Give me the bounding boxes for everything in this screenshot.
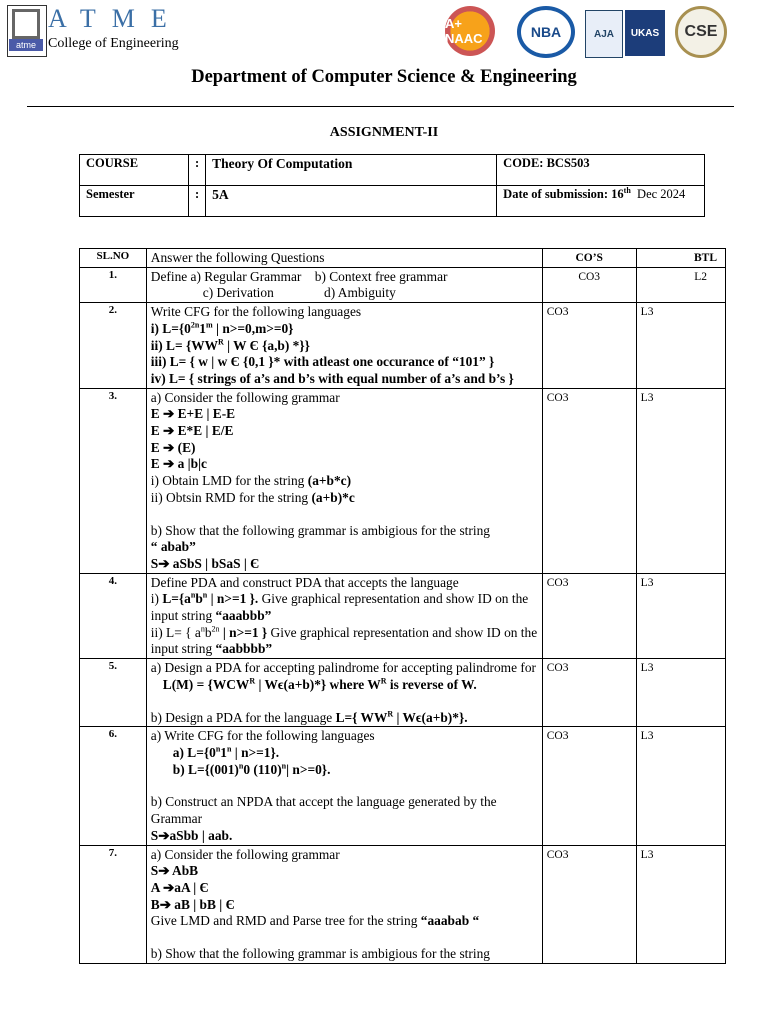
q6-b-post: | n>=0}. (286, 761, 331, 777)
q6-a-sup2: n (226, 744, 232, 754)
date-rest: Dec 2024 (637, 187, 686, 201)
q6-b-intro: b) Construct an NPDA that accept the language generated by the Grammar (150, 794, 497, 827)
q2-iv: iv) L= { strings of a’s and b’s with equal number of a’s and b’s } (150, 370, 514, 386)
date-label: Date of submission: 16 (503, 187, 624, 201)
q6-b (151, 762, 538, 779)
btl-value: L2 (636, 267, 725, 302)
grammar-line: A ➔aA | Є (150, 879, 209, 895)
q4-ii-rest: Give graphical representation and show ID on the input string (150, 624, 538, 657)
q3-b-intro: b) Show that the following grammar is ambigious for the string (150, 522, 490, 538)
questions-table (79, 248, 726, 964)
q5-b (151, 710, 538, 727)
logo-tag: atme (9, 39, 43, 51)
course-row (80, 155, 705, 186)
department-title: Department of Computer Science & Engineering (191, 67, 577, 87)
q2-i-sup2: m (206, 320, 213, 330)
table-row (80, 267, 726, 302)
q5-b-l2: | Wϵ(a+b)*}. (393, 709, 468, 725)
question-text (146, 727, 542, 845)
grammar-line: S➔aSbb | aab. (150, 827, 233, 843)
q6-b-sup2: n (281, 761, 287, 771)
q4-i-pre: i) (150, 591, 163, 607)
q7-b-intro: b) Show that the following grammar is ambigious for the string (150, 946, 490, 962)
q6-a-mid: 1 (220, 744, 227, 760)
cse-badge-icon: CSE (675, 6, 727, 58)
grammar-line: E ➔ E*E | E/E (150, 423, 234, 439)
q1-line (151, 285, 538, 302)
spacer (151, 930, 538, 946)
college-name: College of Engineering (48, 36, 179, 51)
sl-no: 3. (80, 388, 147, 573)
btl-header: BTL (636, 249, 725, 268)
q4-i-l3: | n>=1 }. (207, 591, 259, 607)
table-header-row (80, 249, 726, 268)
grammar-line: S➔ aSbS | bSaS | Є (150, 555, 260, 571)
q3-a-intro: a) Consider the following grammar (150, 389, 340, 405)
btl-value: L3 (636, 303, 725, 389)
q6-a-pre: a) L={0 (172, 744, 216, 760)
q5-lm-sup2: R (380, 676, 387, 686)
q4-i-l2: b (195, 591, 203, 607)
atme-title: ATME (48, 4, 183, 33)
question-text (146, 388, 542, 573)
sl-no: 6. (80, 727, 147, 845)
q3-rmd-pre: ii) Obtsin RMD for the string (150, 489, 312, 505)
co-value: CO3 (542, 573, 636, 659)
co-value: CO3 (542, 388, 636, 573)
course-info-table (79, 154, 705, 217)
q6-a-intro: a) Write CFG for the following languages (150, 728, 375, 744)
q6-a-sup1: n (215, 744, 221, 754)
naac-badge-icon: A+ NAAC (445, 6, 495, 56)
q2-ii-pre: ii) L= {WW (150, 337, 218, 353)
q2-ii (151, 338, 538, 355)
colon: : (189, 186, 206, 217)
q6-b-pre: b) L={(001) (172, 761, 239, 777)
grammar-line: E ➔ (E) (150, 439, 196, 455)
q1-item: Define a) Regular Grammar (150, 268, 302, 284)
question-text (146, 303, 542, 389)
course-code: CODE: BCS503 (497, 155, 705, 186)
co-value: CO3 (542, 659, 636, 727)
q4-ii-sup1: n (200, 624, 205, 634)
q2-i-pre: i) L={0 (150, 320, 191, 336)
submission-date (497, 186, 705, 217)
q3-lmd-str: (a+b*c) (307, 473, 352, 489)
q5-language (151, 677, 538, 694)
q1-item: c) Derivation (202, 285, 274, 301)
btl-value: L3 (636, 727, 725, 845)
grammar-line: E ➔ a |b|c (150, 456, 207, 472)
q5-b-sup: R (387, 709, 394, 719)
q5-b-l1: L={ WW (335, 709, 388, 725)
ukas-badge-icon: UKAS (625, 10, 665, 56)
q3-b-string: “ abab” (150, 539, 196, 555)
q1-line (151, 269, 538, 286)
q4-i-sup1: n (190, 590, 196, 600)
co-value: CO3 (542, 727, 636, 845)
q1-item: d) Ambiguity (324, 285, 396, 301)
q3-rmd-str: (a+b)*c (311, 489, 355, 505)
btl-value: L3 (636, 845, 725, 963)
q2-iii: iii) L= { w | w Є {0,1 }* with atleast one occurance of “101” } (150, 354, 495, 370)
q4-i-sup2: n (202, 590, 208, 600)
accreditation-badges (445, 6, 730, 58)
q4-ii-mid: b (204, 624, 212, 640)
q4-ii (151, 625, 538, 658)
letterhead (0, 0, 768, 64)
sl-no: 1. (80, 267, 147, 302)
q6-b-sup1: n (238, 761, 244, 771)
spacer (151, 778, 538, 794)
q4-ii-pre: ii) L= { a (150, 624, 201, 640)
sl-no: 7. (80, 845, 147, 963)
q5-b-pre: b) Design a PDA for the language (150, 709, 336, 725)
sl-no: 5. (80, 659, 147, 727)
question-text (146, 267, 542, 302)
grammar-line: B➔ aB | bB | Є (150, 896, 235, 912)
btl-value: L3 (636, 388, 725, 573)
q3-rmd (151, 490, 538, 507)
nba-badge-icon: NBA (517, 6, 575, 58)
divider (27, 106, 734, 107)
q6-a-post: | n>=1}. (231, 744, 280, 760)
q5-lm-sup: R (249, 676, 256, 686)
co-value: CO3 (542, 303, 636, 389)
colon: : (189, 155, 206, 186)
q2-intro: Write CFG for the following languages (150, 304, 362, 320)
q4-i-l1: L={a (162, 591, 191, 607)
q5-b-lang (336, 710, 468, 725)
aja-badge-icon: AJA (585, 10, 623, 58)
grammar-line: E ➔ E+E | E-E (150, 406, 236, 422)
q5-lm-post: is reverse of W. (386, 676, 477, 692)
q7-a-intro: a) Consider the following grammar (150, 846, 340, 862)
assignment-title: ASSIGNMENT-II (329, 125, 439, 140)
q2-i (151, 321, 538, 338)
table-row (80, 727, 726, 845)
question-text (146, 659, 542, 727)
logo-square-icon (12, 9, 40, 39)
sl-no: 2. (80, 303, 147, 389)
q6-b-mid: 0 (110) (243, 761, 282, 777)
spacer (151, 507, 538, 523)
q7-lmd-str: “aaabab “ (420, 913, 480, 929)
table-row (80, 845, 726, 963)
table-row (80, 303, 726, 389)
q5-lm-pre: L(M) = {WCW (162, 676, 250, 692)
q6-a (151, 745, 538, 762)
co-value: CO3 (542, 267, 636, 302)
q4-ii-str: “aabbbb” (215, 641, 273, 657)
semester-row (80, 186, 705, 217)
spacer (151, 694, 538, 710)
question-header: Answer the following Questions (146, 249, 542, 268)
q5-a-intro: a) Design a PDA for accepting palindrome for accepting palindrome for (150, 660, 536, 676)
q7-lmd-pre: Give LMD and RMD and Parse tree for the string (150, 913, 421, 929)
sl-no-header: SL.NO (80, 249, 147, 268)
semester-value: 5A (206, 186, 497, 217)
semester-label: Semester (80, 186, 189, 217)
q4-i-str: “aaabbb” (215, 608, 272, 624)
course-label: COURSE (80, 155, 189, 186)
q4-i (151, 591, 538, 624)
atme-logo (7, 5, 47, 57)
q4-ii-l3: | n>=1 } (219, 624, 268, 640)
co-header: CO’S (542, 249, 636, 268)
q4-ii-sup2: 2n (211, 624, 220, 634)
q7-lmd (151, 913, 538, 930)
date-sup: th (623, 185, 631, 195)
btl-value: L3 (636, 573, 725, 659)
q1-item: b) Context free grammar (314, 268, 448, 284)
q4-i-lang (162, 591, 258, 606)
q3-lmd (151, 473, 538, 490)
q2-i-sup1: 2n (190, 320, 200, 330)
co-value: CO3 (542, 845, 636, 963)
q3-lmd-pre: i) Obtain LMD for the string (150, 473, 308, 489)
q2-ii-sup: R (218, 337, 224, 347)
sl-no: 4. (80, 573, 147, 659)
btl-value: L3 (636, 659, 725, 727)
q2-i-post: | n>=0,m>=0} (212, 320, 294, 336)
q2-ii-post: | W Є {a,b) *}} (223, 337, 310, 353)
q4-intro: Define PDA and construct PDA that accepts the language (150, 574, 459, 590)
q2-i-mid: 1 (199, 320, 206, 336)
grammar-line: S➔ AbB (150, 863, 199, 879)
table-row (80, 659, 726, 727)
q5-lm-mid: | Wϵ(a+b)*} where W (255, 676, 381, 692)
course-value: Theory Of Computation (206, 155, 497, 186)
table-row (80, 388, 726, 573)
question-text (146, 845, 542, 963)
table-row (80, 573, 726, 659)
question-text (146, 573, 542, 659)
q4-i-rest: Give graphical representation and show ID on the input string (150, 591, 529, 624)
